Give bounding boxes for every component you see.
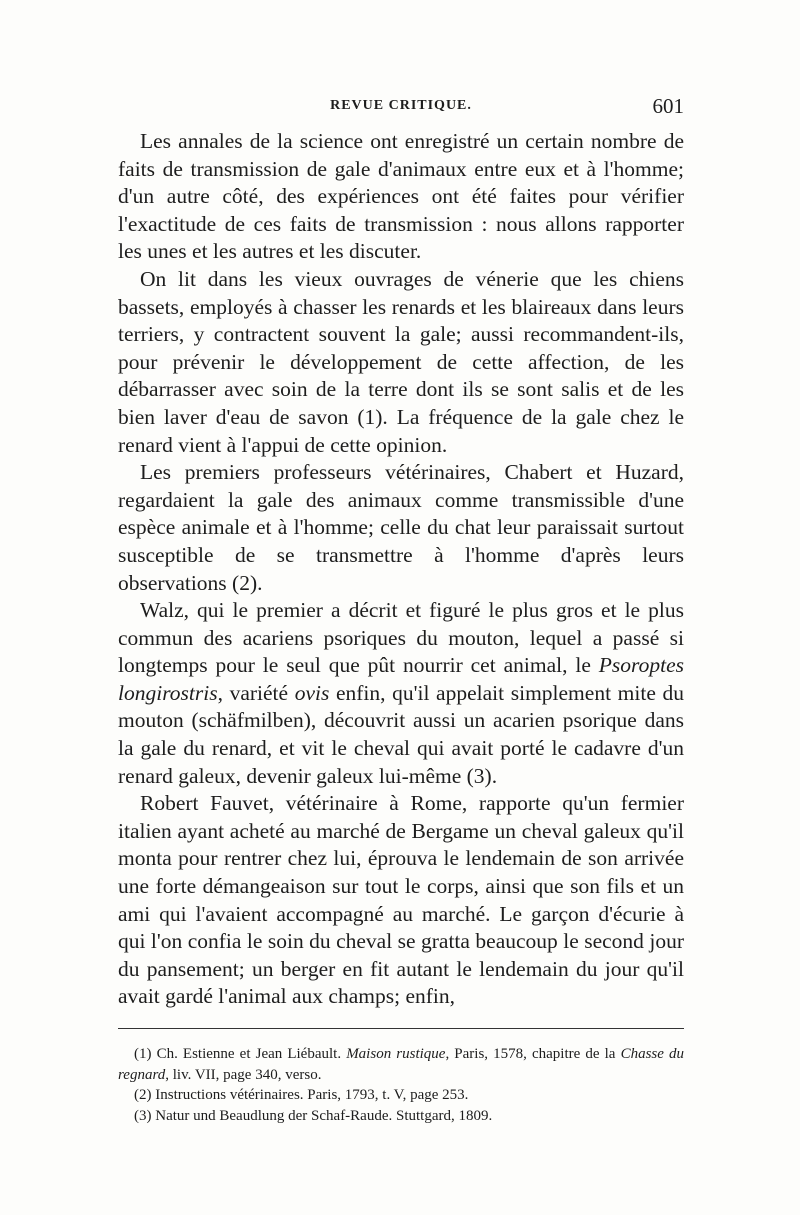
footnotes xyxy=(118,1044,684,1126)
footnote xyxy=(118,1044,684,1085)
book-title: Maison rustique xyxy=(346,1046,446,1062)
variety-name: ovis xyxy=(294,680,330,705)
paragraph-text: , variété xyxy=(217,680,295,705)
paragraph-text: enfin, qu'il appelait simplement mite du mouton (schäfmilben), découvrit aussi un acarien psorique dans la gale du renard, et vit le cheval qui avait porté le cadavre d'un renard galeux, devenir galeux lui-même (3). xyxy=(118,680,684,788)
paragraph: Robert Fauvet, vétérinaire à Rome, rapporte qu'un fermier italien ayant acheté au marché de Bergame un cheval galeux qu'il monta pour rentrer chez lui, éprouva le lendemain de son arrivée une forte démangeaison sur tout le corps, ainsi que son fils et un ami qui l'avaient accompagné au marché. Le garçon d'écurie à qui l'on confia le soin du cheval se gratta beaucoup le second jour du pansement; un berger en fit autant le lendemain du jour qu'il avait gardé l'animal aux champs; enfin, xyxy=(118,791,684,1009)
running-header xyxy=(118,94,684,124)
species-name: Psoroptes longirostris xyxy=(118,653,684,705)
paragraph: Les premiers professeurs vétérinaires, Chabert et Huzard, regardaient la gale des animaux comme transmissible d'une espèce animale et à l'homme; celle du chat leur paraissait surtout susceptible de se transmettre à l'homme d'après leurs observations (2). xyxy=(118,460,684,595)
footnote-divider xyxy=(118,1028,684,1029)
footnote-text: , Paris, 1578, chapitre de la xyxy=(445,1046,621,1062)
footnote-text: , liv. VII, page 340, verso. xyxy=(165,1066,322,1083)
running-title: REVUE CRITIQUE. xyxy=(330,98,472,113)
paragraph-text: Walz, qui le premier a décrit et figuré le plus gros et le plus commun des acariens psoriques du mouton, lequel a passé si longtemps pour le seul que pût nourrir cet animal, le xyxy=(118,598,684,678)
footnote: (2) Instructions vétérinaires. Paris, 1793, t. V, page 253. xyxy=(134,1087,469,1103)
paragraph xyxy=(118,597,684,790)
footnote-text: (1) Ch. Estienne et Jean Liébault. xyxy=(134,1046,347,1062)
body-text xyxy=(118,128,684,1011)
page-number: 601 xyxy=(652,94,684,118)
paragraph: Les annales de la science ont enregistré un certain nombre de faits de transmission de gale d'animaux entre eux et à l'homme; d'un autre côté, des expériences ont été faites pour vérifier l'exactitude de ces faits de transmission : nous allons rapporter les unes et les autres et les discuter. xyxy=(118,129,684,264)
footnote: (3) Natur und Beaudlung der Schaf-Raude. Stuttgard, 1809. xyxy=(134,1107,493,1124)
paragraph: On lit dans les vieux ouvrages de vénerie que les chiens bassets, employés à chasser les renards et les blaireaux dans leurs terriers, y contractent souvent la gale; aussi recommandent-ils, pour prévenir le développement de cette affection, de les débarrasser avec soin de la terre dont ils se sont salis et de les bien laver d'eau de savon (1). La fréquence de la gale chez le renard vient à l'appui de cette opinion. xyxy=(118,266,684,457)
chapter-title: Chasse du regnard xyxy=(118,1046,684,1083)
